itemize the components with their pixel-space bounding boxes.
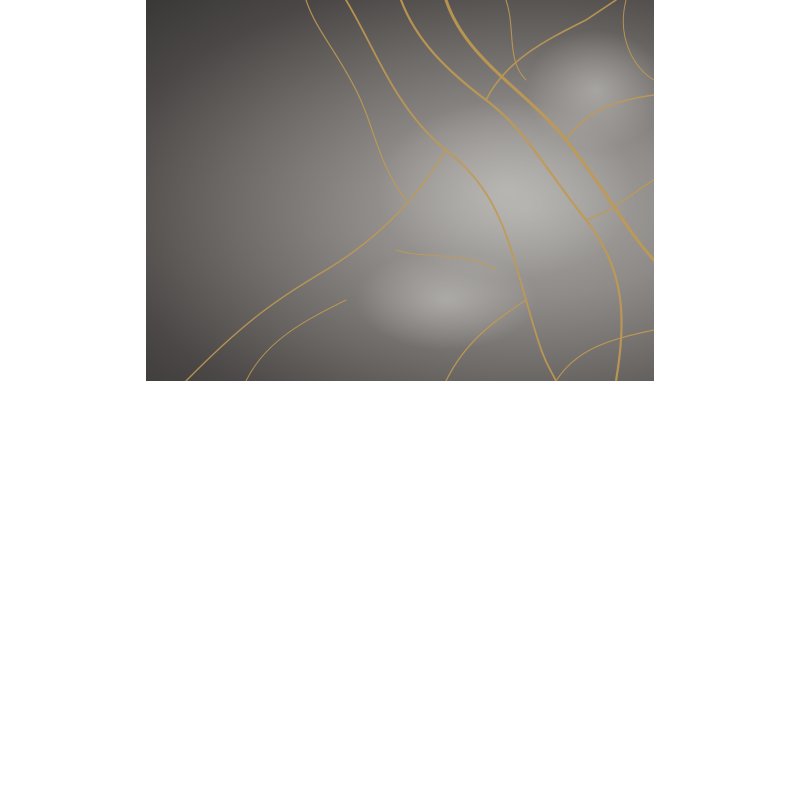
bottom-swatch-1 xyxy=(146,609,315,800)
bottom-swatch-2 xyxy=(315,609,484,800)
top-color-swatch xyxy=(146,400,654,590)
marble-background-image xyxy=(146,0,654,381)
swatch-info-text xyxy=(165,24,435,38)
gold-vein-pattern xyxy=(146,0,654,381)
bottom-color-swatches xyxy=(146,609,654,800)
bottom-swatch-3 xyxy=(485,609,654,800)
